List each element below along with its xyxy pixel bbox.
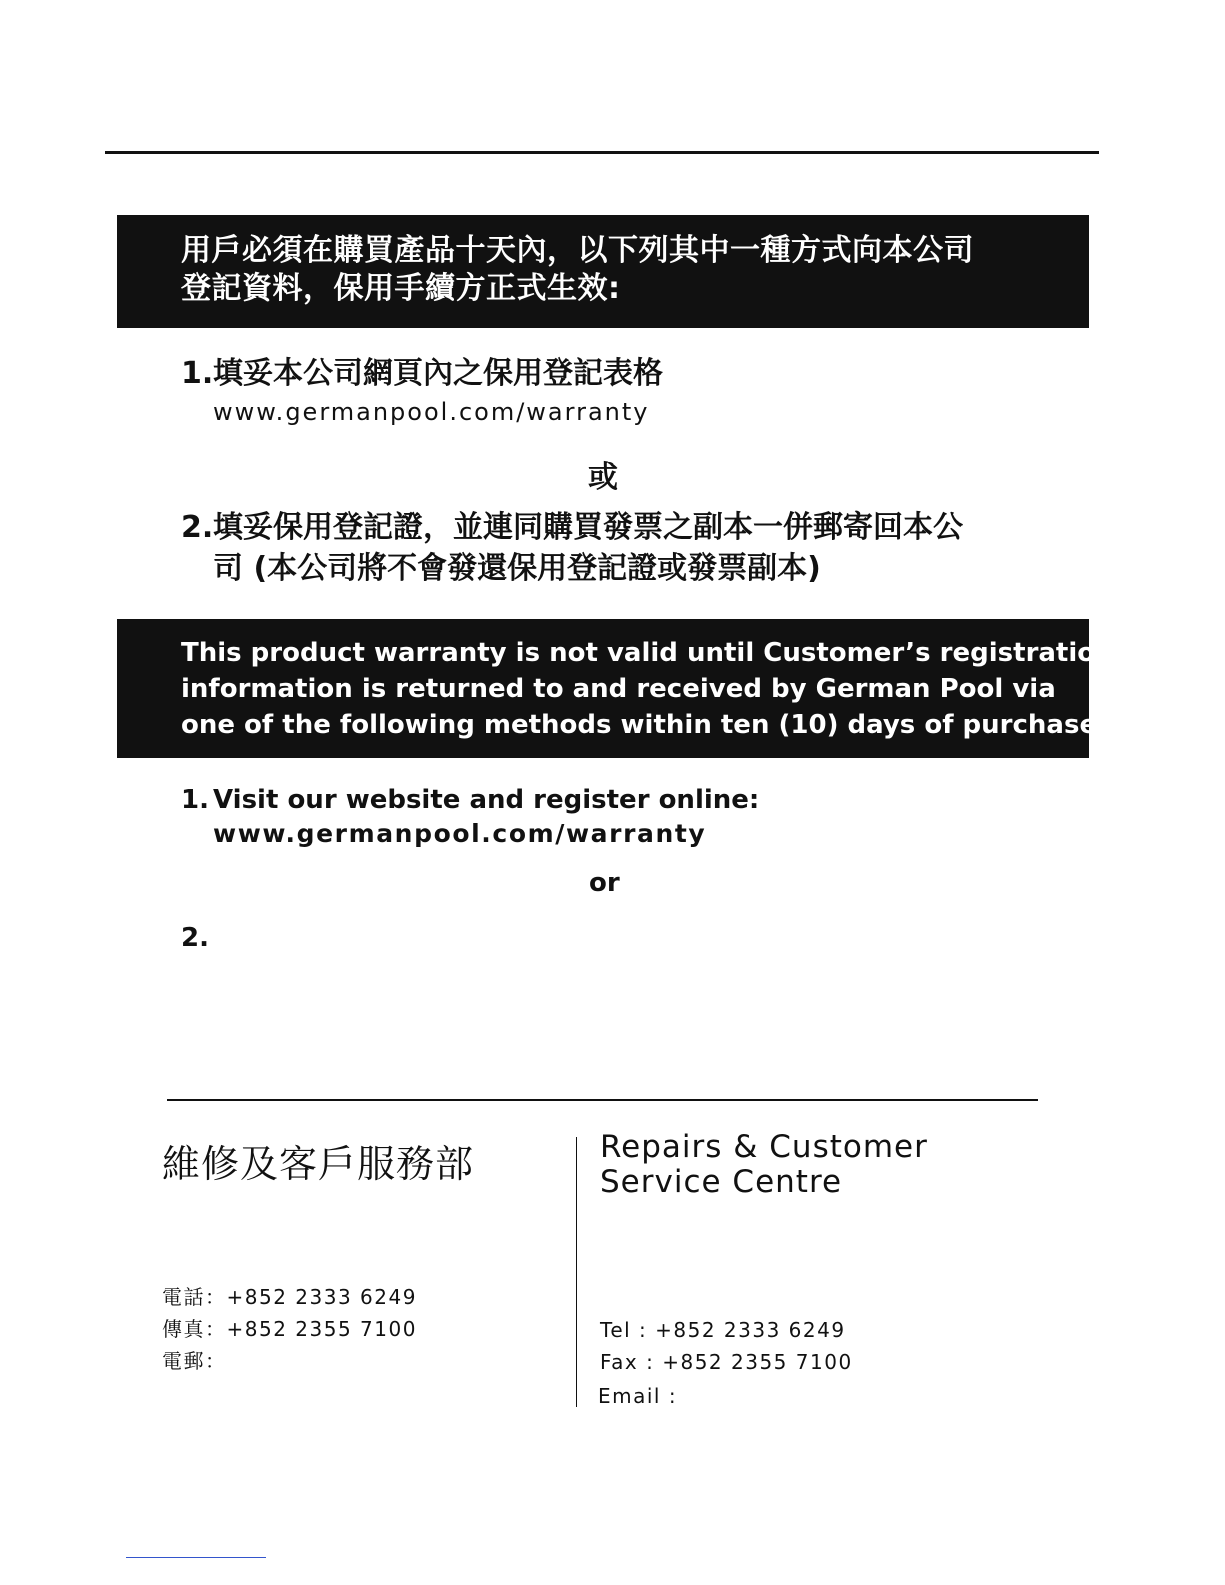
zh-tel-label: 電話： bbox=[162, 1285, 227, 1309]
en-method-1-text: Visit our website and register online: bbox=[213, 785, 760, 815]
en-contact-tel bbox=[600, 1318, 846, 1342]
en-fax-label: Fax : bbox=[600, 1350, 655, 1374]
en-fax-value: +852 2355 7100 bbox=[662, 1350, 853, 1374]
zh-method-2-text-line-1: 填妥保用登記證，並連同購買發票之副本一併郵寄回本公 bbox=[213, 510, 963, 545]
zh-notice-line-2: 登記資料，保用手續方正式生效: bbox=[181, 271, 621, 306]
zh-method-1 bbox=[181, 354, 663, 394]
zh-notice-line-1: 用戶必須在購買產品十天內，以下列其中一種方式向本公司 bbox=[181, 233, 974, 268]
en-method-1-number: 1. bbox=[181, 785, 209, 815]
en-contact-title-line-1: Repairs & Customer bbox=[600, 1129, 928, 1165]
en-or-separator: or bbox=[589, 868, 620, 898]
en-contact-title-line-2: Service Centre bbox=[600, 1164, 843, 1200]
zh-contact-tel bbox=[162, 1281, 417, 1310]
en-notice-line-3: one of the following methods within ten (10) days of purchase: bbox=[181, 710, 1108, 740]
zh-warranty-url[interactable]: www.germanpool.com/warranty bbox=[213, 398, 650, 426]
zh-method-2-number: 2. bbox=[181, 510, 214, 545]
contact-divider bbox=[167, 1099, 1038, 1101]
zh-fax-label: 傳真： bbox=[162, 1317, 227, 1341]
top-divider bbox=[105, 151, 1099, 154]
zh-contact-email bbox=[162, 1345, 227, 1374]
zh-email-label: 電郵： bbox=[162, 1349, 227, 1373]
en-notice-banner bbox=[117, 619, 1114, 758]
en-notice-line-2: information is returned to and received by German Pool via bbox=[181, 674, 1056, 704]
zh-or-separator: 或 bbox=[588, 460, 618, 495]
en-contact-email bbox=[598, 1384, 677, 1408]
zh-contact-title: 維修及客戶服務部 bbox=[162, 1142, 475, 1186]
zh-method-1-number: 1. bbox=[181, 356, 214, 391]
en-method-2 bbox=[181, 920, 213, 956]
zh-fax-value: +852 2355 7100 bbox=[226, 1317, 417, 1341]
en-tel-value: +852 2333 6249 bbox=[655, 1318, 846, 1342]
footer-link-underline bbox=[126, 1557, 266, 1558]
zh-method-2-continued bbox=[213, 549, 821, 589]
zh-method-2 bbox=[181, 508, 963, 548]
en-warranty-url[interactable]: www.germanpool.com/warranty bbox=[213, 819, 707, 848]
en-notice-line-1: This product warranty is not valid until Customer’s registration bbox=[181, 638, 1114, 668]
en-email-label: Email : bbox=[598, 1384, 678, 1408]
contact-column-divider bbox=[576, 1137, 577, 1407]
en-contact-title bbox=[600, 1130, 928, 1200]
en-method-1 bbox=[181, 782, 759, 818]
zh-method-1-text: 填妥本公司網頁內之保用登記表格 bbox=[213, 356, 663, 391]
zh-contact-fax bbox=[162, 1313, 417, 1342]
zh-method-2-text-line-2: 司 (本公司將不會發還保用登記證或發票副本) bbox=[213, 551, 821, 586]
en-contact-fax bbox=[600, 1350, 853, 1374]
zh-notice-banner bbox=[117, 215, 1089, 328]
en-method-2-number: 2. bbox=[181, 923, 209, 953]
zh-tel-value: +852 2333 6249 bbox=[226, 1285, 417, 1309]
en-tel-label: Tel : bbox=[600, 1318, 648, 1342]
